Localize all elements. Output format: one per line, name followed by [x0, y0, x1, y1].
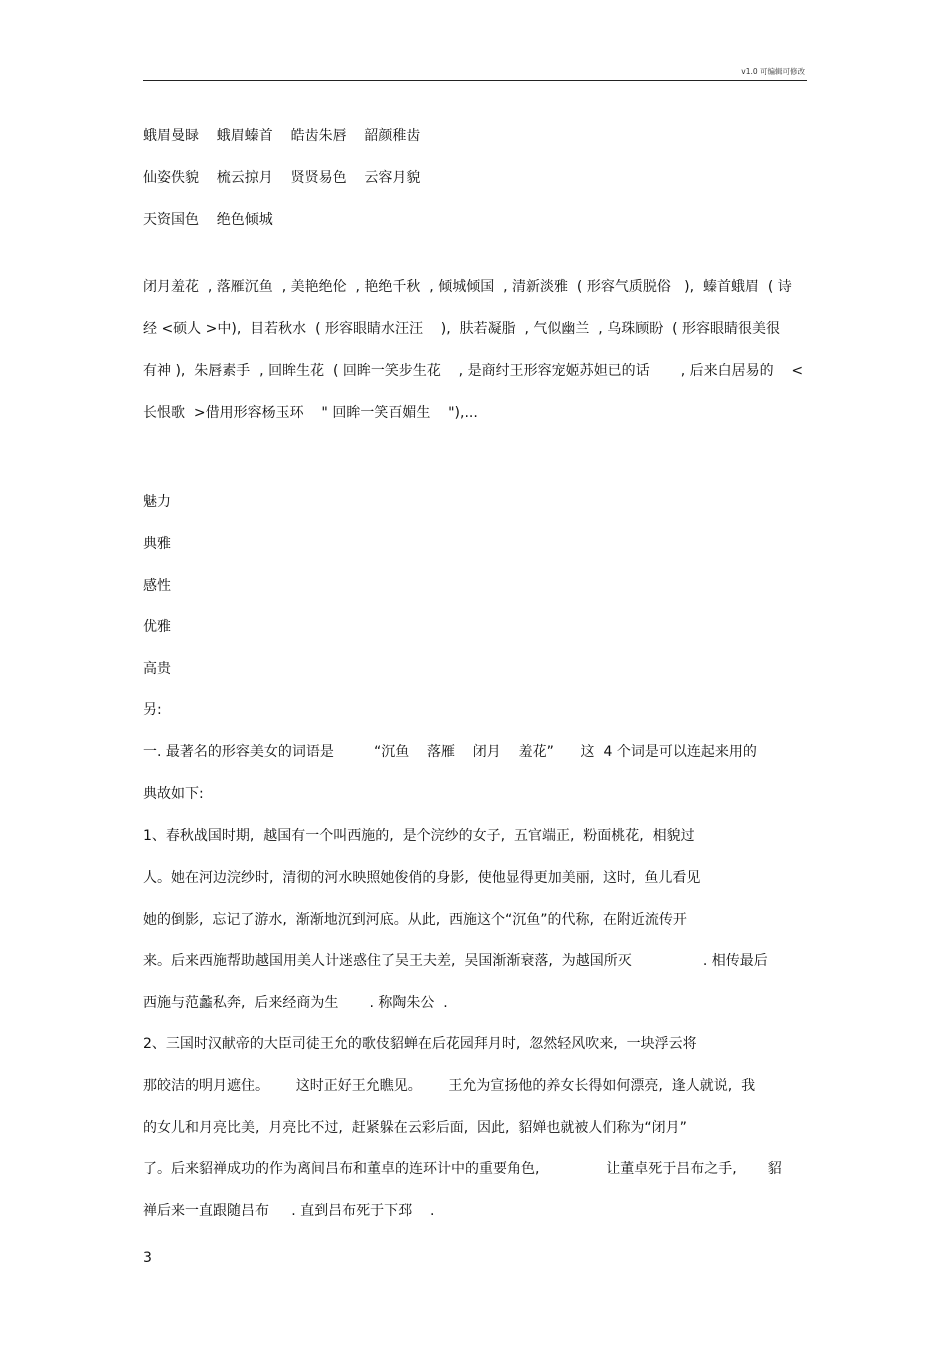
story1-line: 来。后来西施帮助越国用美人计迷惑住了吴王夫差, 吴国渐渐衰落, 为越国所灭 . 相传最后	[143, 953, 768, 969]
header-rule	[143, 80, 807, 81]
story1-line: 人。她在河边浣纱时, 清彻的河水映照她俊俏的身影, 使他显得更加美丽, 这时, 鱼儿看见	[143, 870, 701, 886]
paragraph-line: 经 <硕人 >中), 目若秋水 ( 形容眼睛水汪汪 ), 肤若凝脂 , 气似幽兰 , 乌珠顾盼 ( 形容眼睛很美很	[143, 321, 781, 337]
idiom-line: 仙姿佚貌 梳云掠月 贤贤易色 云容月貌	[143, 170, 421, 186]
story2-line: 那皎洁的明月遮住。 这时正好王允瞧见。 王允为宣扬他的养女长得如何漂亮, 逢人就说, 我	[143, 1078, 756, 1094]
page-number: 3	[143, 1250, 152, 1266]
quality-item: 优雅	[143, 619, 171, 635]
paragraph-line: 有神 ), 朱唇素手 , 回眸生花 ( 回眸一笑步生花 , 是商纣王形容宠姬苏妲已的话 , 后来白居易的 <	[143, 363, 804, 379]
idiom-line: 蛾眉曼睩 蛾眉螓首 皓齿朱唇 韶颜稚齿	[143, 128, 421, 144]
another-label: 另:	[143, 702, 162, 718]
story1-line: 她的倒影, 忘记了游水, 渐渐地沉到河底。从此, 西施这个“沉鱼”的代称, 在附近流传开	[143, 912, 687, 928]
quality-item: 典雅	[143, 536, 171, 552]
story2-line: 2、三国时汉献帝的大臣司徒王允的歌伎貂蝉在后花园拜月时, 忽然轻风吹来, 一块浮云将	[143, 1036, 697, 1052]
quality-item: 感性	[143, 578, 171, 594]
quality-item: 高贵	[143, 661, 171, 677]
paragraph-line: 闭月羞花 , 落雁沉鱼 , 美艳绝伦 , 艳绝千秋 , 倾城倾国 , 清新淡雅 ( 形容气质脱俗 ), 螓首蛾眉 ( 诗	[143, 279, 792, 295]
story1-line: 1、春秋战国时期, 越国有一个叫西施的, 是个浣纱的女子, 五官端正, 粉面桃花, 相貌过	[143, 828, 695, 844]
story2-line: 了。后来貂禅成功的作为离间吕布和董卓的连环计中的重要角色, 让董卓死于吕布之手, 貂	[143, 1161, 782, 1177]
story1-line: 西施与范蠡私奔, 后来经商为生 . 称陶朱公 .	[143, 995, 448, 1011]
story2-line: 的女儿和月亮比美, 月亮比不过, 赶紧躲在云彩后面, 因此, 貂婵也就被人们称为“闭月”	[143, 1120, 687, 1136]
idiom-line: 天资国色 绝色倾城	[143, 212, 273, 228]
story-intro-line: 一. 最著名的形容美女的词语是 “沉鱼 落雁 闭月 羞花” 这 4 个词是可以连起来用的	[143, 744, 757, 760]
header-version-note: v1.0 可编辑可修改	[741, 67, 805, 76]
story-intro-line: 典故如下:	[143, 786, 204, 802]
story2-line: 禅后来一直跟随吕布 . 直到吕布死于下邳 .	[143, 1203, 435, 1219]
quality-item: 魅力	[143, 494, 171, 510]
paragraph-line: 长恨歌 >借用形容杨玉环 " 回眸一笑百媚生 "),...	[143, 405, 478, 421]
